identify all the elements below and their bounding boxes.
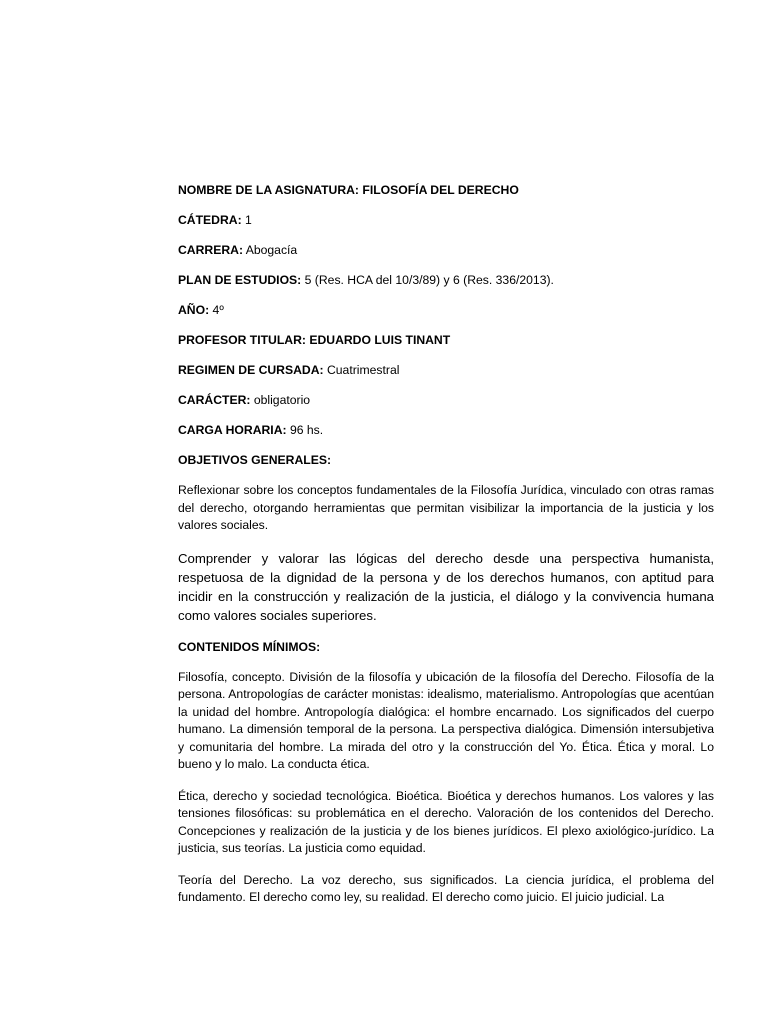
objetivos-paragraph-1: Reflexionar sobre los conceptos fundamentales de la Filosofía Jurídica, vinculado con otras ramas del derecho, otorgando herramientas que permitan visibilizar la importancia de la justicia y los valores sociales.	[178, 483, 714, 532]
carrera-label: CARRERA:	[178, 243, 243, 257]
plan-label: PLAN DE ESTUDIOS:	[178, 273, 302, 287]
asignatura-label: NOMBRE DE LA ASIGNATURA: FILOSOFÍA DEL DERECHO	[178, 183, 519, 197]
contenidos-paragraph-1: Filosofía, concepto. División de la filosofía y ubicación de la filosofía del Derecho. Filosofía de la persona. Antropologías de carácter monistas: idealismo, materialismo. Antropologías que acentúan la unidad del hombre. Antropología dialógica: el hombre encarnado. Los significados del cuerpo humano. La dimensión temporal de la persona. La perspectiva dialógica. Dimensión intersubjetiva y comunitaria del hombre. La mirada del otro y la construcción del Yo. Ética. Ética y moral. Lo bueno y lo malo. La conducta ética.	[178, 669, 714, 771]
field-plan	[178, 272, 714, 290]
catedra-label: CÁTEDRA:	[178, 213, 242, 227]
field-caracter	[178, 392, 714, 410]
anio-value: 4º	[209, 303, 224, 317]
contenidos-paragraph-3: Teoría del Derecho. La voz derecho, sus significados. La ciencia jurídica, el problema del fundamento. El derecho como ley, su realidad. El derecho como juicio. El juicio judicial. La	[178, 872, 714, 904]
objetivos-paragraph-2: Comprender y valorar las lógicas del derecho desde una perspectiva humanista, respetuosa de la dignidad de la persona y de los derechos humanos, con aptitud para incidir en la construcción y realización de la justicia, el diálogo y la convivencia humana como valores sociales superiores.	[178, 550, 714, 623]
objetivos-heading: OBJETIVOS GENERALES:	[178, 453, 332, 467]
field-regimen	[178, 362, 714, 380]
anio-label: AÑO:	[178, 303, 210, 317]
regimen-label: REGIMEN DE CURSADA:	[178, 363, 324, 377]
contenidos-paragraph-2: Ética, derecho y sociedad tecnológica. Bioética. Bioética y derechos humanos. Los valores y las tensiones filosóficas: su problemática en el derecho. Valoración de los contenidos del Derecho. Concepciones y realización de la justicia y de los bienes jurídicos. El plexo axiológico-jurídico. La justicia, sus teorías. La justicia como equidad.	[178, 788, 714, 855]
field-carrera	[178, 242, 714, 260]
field-anio	[178, 302, 714, 320]
regimen-value: Cuatrimestral	[323, 363, 400, 377]
field-profesor	[178, 332, 714, 350]
caracter-value: obligatorio	[250, 393, 311, 407]
caracter-label: CARÁCTER:	[178, 393, 251, 407]
plan-value: 5 (Res. HCA del 10/3/89) y 6 (Res. 336/2013).	[301, 273, 554, 287]
document-page	[178, 182, 714, 921]
contenidos-heading: CONTENIDOS MÍNIMOS:	[178, 639, 321, 654]
profesor-label: PROFESOR TITULAR: EDUARDO LUIS TINANT	[178, 333, 451, 347]
field-carga	[178, 422, 714, 440]
catedra-value: 1	[241, 213, 252, 227]
carrera-value: Abogacía	[243, 243, 298, 257]
carga-label: CARGA HORARIA:	[178, 423, 287, 437]
field-asignatura	[178, 182, 714, 200]
carga-value: 96 hs.	[286, 423, 324, 437]
field-catedra	[178, 212, 714, 230]
